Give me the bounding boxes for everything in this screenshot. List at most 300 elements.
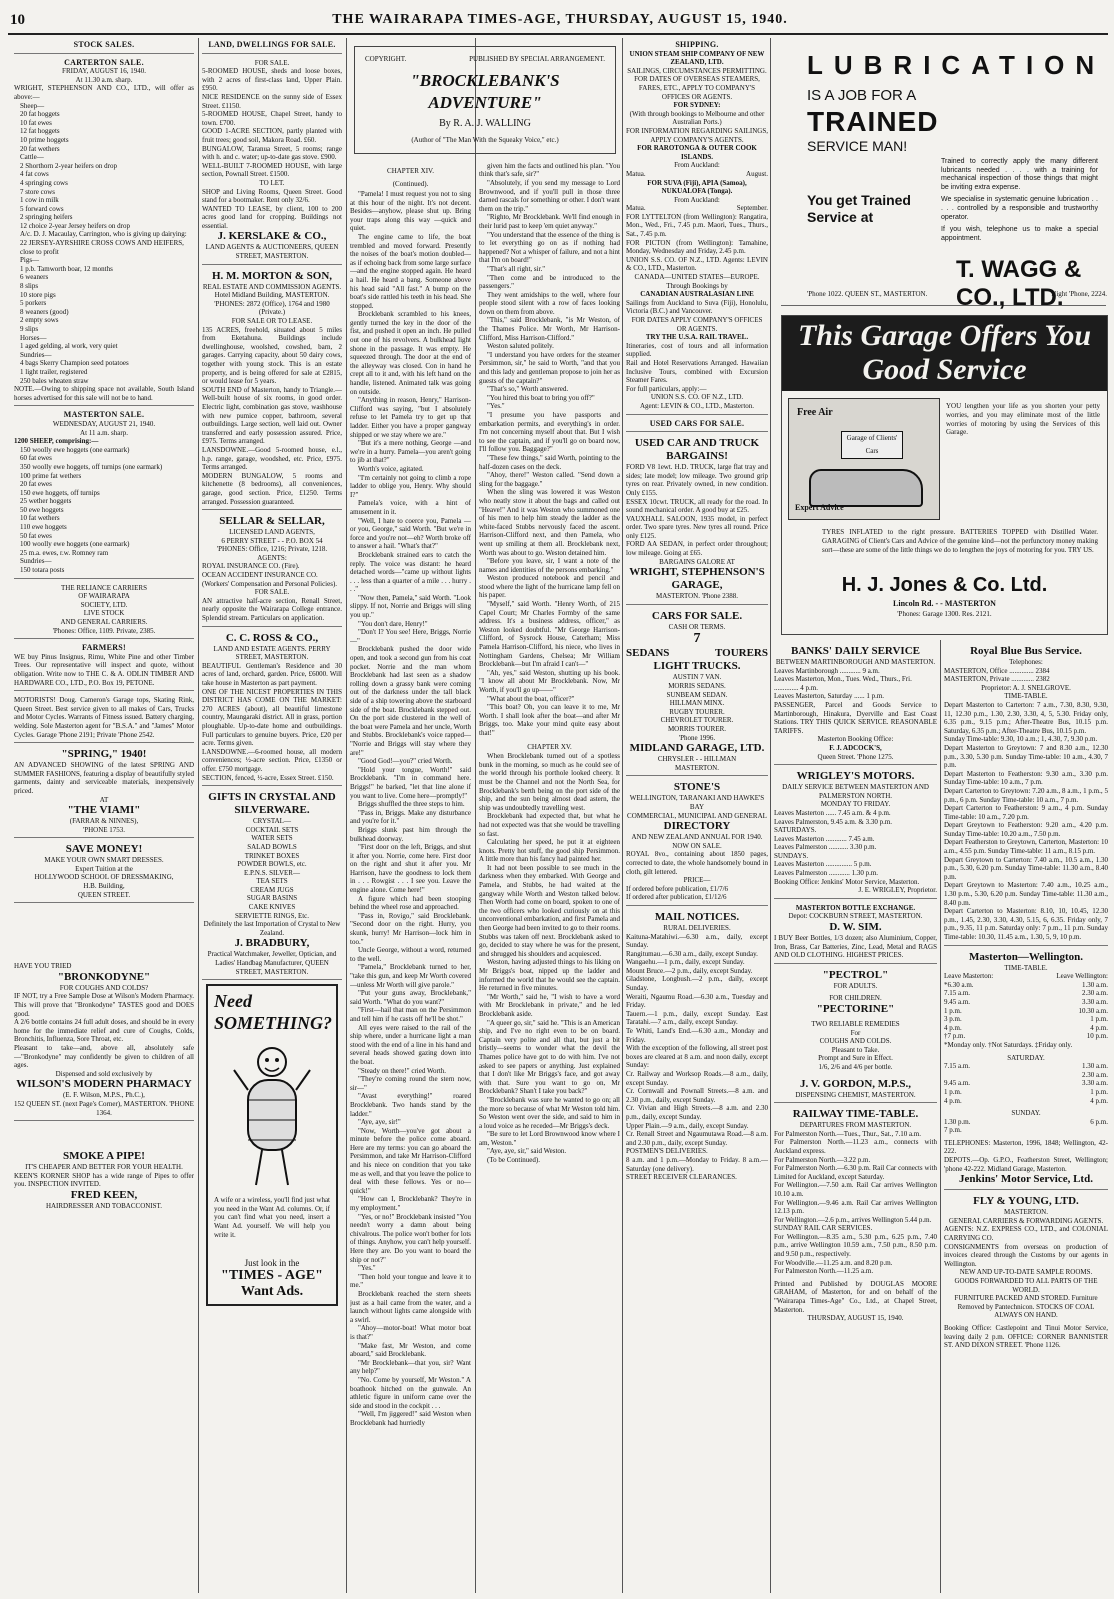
save-line: Expert Tuition at the [75, 864, 133, 873]
union-agent: Agent: LEVIN & CO., LTD., Masterton. [639, 401, 755, 410]
sim-name: D. W. SIM. [829, 921, 882, 934]
gift-item: CAKE KNIVES [248, 903, 296, 912]
story-paragraph: "You don't dare, Henry!" [358, 619, 428, 628]
timetable-cell: 3 p.m. [944, 1015, 962, 1024]
story-paragraph: "Well, I hate to coerce you, Pamela —or you, George," said Worth. "But we're in force and you're not—eh? Worth broke off to answer a hail. "What's that?" [350, 516, 471, 551]
from-auckland: From Auckland: [674, 161, 720, 170]
sale-item: 9 slips [20, 325, 39, 333]
union-agents: UNION S.S. CO. OF N.Z., LTD. Agents: LEVIN & CO., LTD., Masterton. [626, 255, 768, 273]
sale-item: 25 wether hoggets [20, 497, 72, 506]
expert-advice-label: Expert Advice [795, 503, 844, 512]
gift-item: SUGAR BASINS [246, 894, 298, 903]
price-before: If ordered before publication, £1/7/6 [626, 884, 729, 893]
matua: Matua. [626, 204, 646, 213]
rail-item: For Palmerston North.—3.22 p.m. [774, 1155, 871, 1164]
bus-item: Depart Masterton to Carterton: 7 a.m., 7.30, 8.30, 9.30, 11, 12.30 p.m., 1.30, 2.30, 3.30, 4, 5, 5.30. Friday only, 6.35 p.m., 9.15 p.m.; After-Theatre Bus, 10.15 p.m. Saturday, 6.35 p.m.; After-Theatre Bus, 10.15 p.m. [944, 700, 1108, 735]
story-paragraph: "Yes, or no!" Brocklebank insisted "You needn't worry a damn about being chivalrous. The police won't bother for lots of things. Anyhow, you can't help yourself. Here they are. Do you want to board the ship or not?" [350, 1212, 471, 1264]
story-paragraph: "Avast everything!" roared Brocklebank. Two hands stand by the ladder." [350, 1092, 471, 1118]
sale-item: Pigs— [20, 256, 40, 265]
timetable-cell: 1 p.m. [1090, 1087, 1108, 1096]
shipping-heading: SHIPPING. [675, 40, 719, 49]
masterton-intro: 1200 SHEEP, comprising:— [14, 437, 99, 446]
timetable-cell: 4 p.m. [944, 1096, 962, 1105]
used-car-item: FORD V8 1ewt. H.D. TRUCK, large flat tray and sides; late model; low mileage. Two ground grip tyres on rear. Privately owned, in new condition. Only £155. [626, 463, 768, 497]
mail-item: 8 a.m. and 1 p.m.—Monday to Friday. 8 a.m.—Saturday (one delivery). [626, 1155, 768, 1173]
continued-label: (Continued). [392, 180, 429, 189]
fly-goods: GOODS FORWARDED TO ALL PARTS OF THE WORLD. [954, 1277, 1098, 1294]
sedans: SEDANS [626, 647, 670, 660]
story-paragraph: A figure which had been stooping behind the wheel rose and approached. [350, 894, 471, 912]
sale-item: 150 totara posts [20, 566, 65, 575]
timetable-cell: 3.30 a.m. [1081, 1079, 1108, 1088]
adcock: F. J. ADCOCK'S, [829, 743, 882, 752]
fly-newgoods: NEW AND UP-TO-DATE SAMPLE ROOMS. [959, 1268, 1093, 1277]
sale-item: 60 fat ewes [20, 454, 52, 463]
sale-item: 100 prime fat wethers [20, 471, 82, 480]
column-rule [770, 38, 771, 1593]
story-paragraph: "Before you leave, sir, I want a note of the names and identities of the persons embarking." [479, 557, 620, 574]
sellar-insurance: ROYAL INSURANCE CO. (Fire). [202, 562, 300, 571]
timetable-cell: 10 p.m. [1086, 1032, 1108, 1041]
sale-item: 22 JERSEY-AYRSHIRE CROSS COWS AND HEIFERS, close to profit [20, 239, 184, 256]
timetable-row [944, 1118, 1108, 1127]
wrigley-item: Leaves Masterton ............ 7.45 a.m. [774, 834, 875, 843]
stones-heading: STONE'S [673, 781, 721, 794]
sale-item: 4 springing cows [20, 178, 68, 187]
car-model: RUGBY TOURER. [669, 707, 725, 716]
bronkodyne-text: A 2/6 bottle contains 24 full adult doses, and should be in every home for the immediate relief and cure of Coughs, Colds, Bronchitis, Influenza, Sore Throat, etc. [14, 1018, 194, 1044]
gift-item: SERVIETTE RINGS, Etc. [234, 911, 310, 920]
tourers: TOURERS [715, 647, 768, 660]
august: August. [746, 169, 768, 178]
property-item: 5-ROOMED HOUSE, sheds and loose boxes, with 2 acres of first-class land, Upper Plain. £950. [202, 67, 342, 93]
union-co: UNION S.S. CO. OF N.Z., LTD. [650, 393, 744, 402]
lub-line2: IS A JOB FOR A [807, 87, 917, 104]
story-paragraph: "Then come and be introduced to the passengers." [479, 273, 620, 291]
ross-sub: LAND AND ESTATE AGENTS. PERRY STREET, MASTERTON. [213, 644, 331, 662]
mw-rows [944, 981, 1108, 1041]
cash-or-terms: CASH OR TERMS. [668, 622, 726, 631]
sunday: SUNDAY. [1011, 1109, 1041, 1118]
timetable-cell: 1 p.m. [944, 1006, 962, 1015]
rail-item: For Palmerston North.—11.23 a.m., connects with Auckland express. [774, 1138, 937, 1155]
monday-friday: MONDAY TO FRIDAY. [820, 800, 891, 809]
wrigley-item: Leaves Masterton ............... 5 p.m. [774, 860, 872, 869]
story-paragraph: When the sling was lowered it was Weston who neatly stow it about the bags and called out "Heave!" And it was Weston who summoned one of his men to help him steady the ladder as the white-faced Stubbs nervously faced the ascent. Harrison-Clifford next, and then Pamela, who went up smiling at them all. Brocklebank next, Worth was about to go. Weston detained him. [479, 488, 620, 557]
mail-item: Te Whiti, Land's End.—6.30 a.m., Monday and Friday. [626, 1027, 768, 1044]
you-get-trained: You get Trained Service at [807, 192, 911, 225]
for-children: FOR CHILDREN. [829, 994, 882, 1003]
rural-deliveries: RURAL DELIVERIES. [663, 923, 731, 932]
story-paragraph: "First door on the left, Briggs, and shut it after you. Norrie, come here. First door on the right and shut it after you. Mr Harrison, have the goodness to lock them in . . . Rowgist . . . I see you. Leave the engine alone. Come here!" [350, 843, 471, 895]
mail-list [626, 933, 768, 1182]
wrigley-item: Leaves Palmerston, 9.45 a.m. & 3.30 p.m. [774, 817, 893, 826]
timetable-row [944, 1015, 1108, 1024]
story-paragraph: Brocklebank reached the stern sheets just as a hail came from the water, and a launch without lights came alongside with a swirl. [350, 1289, 471, 1324]
sale-item: 150 woolly ewe hoggets (one earmark) [20, 445, 130, 454]
need-text: A wife or a wireless, you'll find just what you need in the Want Ad. columns. Or, if you can't find what you need, insert a Want Ad. yourself. We will help you write it. [214, 1196, 330, 1239]
property-item: MODERN BUNGALOW, 5 rooms and kitchenette (8 bedrooms), all conveniences, garage, good section. Price, £1250. Terms arranged. Possession guaranteed. [202, 471, 342, 506]
sale-item: 150 ewe hoggets, off turnips [20, 488, 100, 497]
banks-list [774, 667, 937, 701]
sale-item: 1 p.b. Tamworth boar, 12 months [20, 264, 113, 273]
banks-item: Leaves Masterton, Mon., Tues. Wed., Thurs., Fri. .............. 4 p.m. [774, 675, 912, 692]
rail-text: Itineraries, cost of tours and all information supplied. [626, 341, 768, 359]
story-title-box [354, 46, 616, 154]
for-label: For [850, 1028, 861, 1037]
story-paragraph: "Be sure to let Lord Brownwood know where I am, Weston." [479, 1130, 620, 1147]
stones-sub2: COMMERCIAL, MUNICIPAL AND GENERAL [627, 811, 767, 820]
timetable-cell: †7 p.m. [944, 1032, 966, 1041]
sunday-rows [944, 1118, 1108, 1135]
morton-for-sale: FOR SALE OR TO LEASE. [231, 317, 313, 326]
fly-sub: MASTERTON. [1004, 1208, 1048, 1217]
sale-item: 110 ewe hoggets [20, 523, 67, 532]
timetable-row [944, 1071, 1108, 1080]
fly-sub2: GENERAL CARRIERS & FORWARDING AGENTS. [948, 1216, 1104, 1225]
gifts-list [202, 817, 342, 920]
mail-item: Upper Plain.—9 a.m., daily, except Sunday. [626, 1121, 749, 1130]
sale-item: A/c. D. J. Macaulay, Carrington, who is giving up dairying: [20, 230, 187, 239]
morton-sub: REAL ESTATE AND COMMISSION AGENTS. [202, 282, 342, 291]
departures-heading: DEPARTURES FROM MASTERTON. [799, 1121, 912, 1130]
sale-item: 12 fat hoggets [20, 127, 60, 136]
story-paragraph: given him the facts and outlined his plan. "You think that's safe, sir?" [479, 161, 620, 179]
property-item: SHOP and Living Rooms, Queen Street. Good stand for a bootmaker. Rent only 32/6. [202, 187, 342, 205]
viami-name: "THE VIAMI" [67, 804, 141, 817]
used-car-item: VAUXHALL SALOON, 1935 model, in perfect order. Two spare tyres. New tyres all round. Price only £125. [626, 514, 768, 540]
spring-text: AN ADVANCED SHOWING of the latest SPRING AND SUMMER FASHIONS, featuring a display of beautifully styled garments, dainty and serviceable materials, inexpensively priced. [14, 761, 194, 795]
story-paragraph: "This," said Brocklebank, "is Mr Weston, of the Thames Police. Mr Worth, Mr Harrison-Clifford, Miss Harrison-Clifford." [479, 316, 620, 342]
pectrol: "PECTROL" [822, 968, 889, 981]
morton-phone: 'PHONES: 2872 (Office), 1764 and 1980 (Private.) [214, 299, 330, 317]
story-paragraph: When Brocklebank turned out of a spotless bunk in the morning, so much as he could see of the world through his porthole looked cheery. It must be the Channel and not the North Sea, for Brocklebank's berth being on the port side of the ship, and the sun being almost dead astern, the ship was undoubtedly travelling west. [479, 752, 620, 812]
story-paragraph: "Brocklebank was sure he wanted to go on; all the more so because of what Mr Weston told him. So Weston went over the side, and said to him in a loud voice as he receded—Mr Briggs's deck. [479, 1095, 620, 1130]
sale-item: Sundries— [20, 350, 52, 359]
story-paragraph: "That's all right, sir." [487, 264, 546, 273]
bus-item: Depart Greytown to Featherston: 9.20 a.m., 4.20 p.m. Sunday Time-table: 10.20 a.m., 7.50 p.m. [944, 821, 1108, 838]
car-model: CHEVROLET TOURER. [660, 716, 734, 725]
sale-item: Sundries— [20, 557, 52, 566]
gift-item: TRINKET BOXES [244, 851, 300, 860]
sale-item: 20 fat hoggets [20, 110, 60, 119]
sellar-agents: AGENTS: [257, 553, 287, 562]
timetable-row [944, 1032, 1108, 1041]
story-paragraph: They went amidships to the well, where four people stood silent with a row of faces looking down on them from above. [479, 290, 620, 316]
mw-depots: DEPOTS.—Op. G.P.O., Featherston Street, Wellington; 'phone 42-222. Midland Garage, Masterton. [944, 1156, 1108, 1173]
gifts-heading: GIFTS IN CRYSTAL AND SILVERWARE. [208, 791, 336, 817]
printed-by: Printed and Published by DOUGLAS MOORE GRAHAM, of Masterton, for and on behalf of the "Wairarapa Times-Age" Co., Ltd., at Chapel Street, Masterton. [774, 1279, 937, 1314]
wright-garage: WRIGHT, STEPHENSON'S GARAGE, [629, 566, 765, 592]
banks-item: Leaves Martinborough ............ 9 a.m. [774, 666, 880, 675]
wrigley-item: Leaves Palmerston ............ 1.30 p.m. [774, 869, 879, 878]
story-paragraph: "Ahoy—motor-boat! What motor boat is that?" [350, 1324, 471, 1341]
lub-body [941, 158, 1098, 243]
column-rule [198, 38, 199, 1593]
something-word: SOMETHING? [214, 1013, 333, 1034]
saturday: SATURDAY. [1007, 1053, 1045, 1062]
sellar-address: 6 PERRY STREET - - P.O. BOX 54 [221, 536, 323, 545]
story-paragraph: "Anything in reason, Henry," Harrison-Clifford was saying, "but I absolutely refuse to let Pamela try to get up that ladder. Either you have a proper gangway shipped or we stay where we are." [350, 396, 471, 439]
wagg-address: 'Phone 1022. QUEEN ST., MASTERTON. [807, 290, 928, 298]
canada-heading: CANADA—UNITED STATES—EUROPE. [634, 273, 760, 282]
property-item: WANTED TO LEASE, by client, 100 to 200 acres good land for cropping. Buildings not essential. [202, 204, 342, 230]
september: September. [736, 204, 768, 213]
sale-item: 250 bales wheaten straw [20, 376, 89, 385]
story-paragraph: "Pass in, Briggs. Make any disturbance and you're for it." [350, 808, 471, 826]
published-label: PUBLISHED BY SPECIAL ARRANGEMENT. [469, 55, 605, 63]
story-paragraph: "That's so," Worth answered. [487, 385, 569, 394]
rail-item: For Wellington.—8.35 a.m., 5.30 p.m., 6.25 p.m., 7.40 p.m., arrive Wellington 10.59 a.m., 7.50 p.m., 8.50 p.m. and 9.50 p.m., respectively. [774, 1232, 937, 1259]
two-remedies: TWO RELIABLE REMEDIES [811, 1020, 900, 1028]
story-paragraph: "Pamela! I must request you not to sing at this hour of the night. It's not decent. Besides—anyhow, please shut up. Bring your traps along this way —quick and quiet. [350, 189, 471, 233]
story-paragraph: "Ah, yes," said Weston, shutting up his book. "I know all about Mr Brocklebank. Now, Mr Worth, if you'll go up——" [479, 668, 620, 694]
masterton-time: At 11 a.m. sharp. [80, 428, 128, 437]
timetable-cell: 9.45 a.m. [944, 997, 971, 1006]
bronkodyne-sub: FOR COUGHS AND COLDS? [59, 983, 149, 992]
just-look: Just look in the [244, 1258, 300, 1269]
story-paragraph: "First—hail that man on the Persimmon and tell him if he casts off he'll be shot." [350, 1006, 471, 1023]
garage-ad [781, 315, 1108, 635]
reliance-line: LIVE STOCK [83, 609, 125, 618]
page-number: 10 [10, 12, 25, 28]
sale-item: 2 Shorthorn 2-year heifers on drop [20, 161, 118, 170]
bargains-galore: BARGAINS GALORE AT [659, 557, 735, 566]
now-on-sale: NOW ON SALE. [672, 841, 722, 850]
timetable-row [944, 1024, 1108, 1033]
cars-for-sale: CARS FOR SALE. [651, 609, 743, 622]
annual-text: AND NEW ZEALAND ANNUAL FOR 1940. [631, 833, 763, 842]
jones-name: H. J. Jones & Co. Ltd. [841, 574, 1048, 596]
jenkins-name: Jenkins' Motor Service, Ltd. [959, 1173, 1093, 1186]
property-item: BUNGALOW, Taranua Street, 5 rooms; range with h. and c. water; up-to-date gas stove. £900. [202, 144, 342, 162]
column-services [774, 642, 937, 1592]
sale-item: 6 weaners [20, 273, 49, 282]
story-paragraph: Weston saluted politely. [487, 342, 554, 351]
sale-item: 5 porkers [20, 299, 47, 308]
story-paragraphs-c [479, 752, 620, 1165]
midland-sub: CHRYSLER - - HILLMAN [657, 755, 737, 764]
sellar-text: AN attractive half-acre section, Renall Street, nearly opposite the Wairarapa College entrance. Splendid stream. Particulars on application. [202, 596, 342, 623]
rail-item: For Wellington.—9.46 a.m. Rail Car arrives Wellington 12.13 p.m. [774, 1198, 937, 1216]
prompt: Prompt and Sure in Effect. [818, 1054, 893, 1063]
garage-illustration [788, 398, 940, 520]
story-paragraph: "Pamela," Brocklebank turned to her, "take this gun, and keep Mr Worth covered—unless Mr Worth will give parole." [350, 963, 471, 989]
passenger-text: PASSENGER, Parcel and Goods Service to Martinborough, Hinakura, Dyerville and East Coast Stations. TRY THIS QUICK SERVICE. REASONABLE TARIFFS. [774, 700, 937, 735]
sale-item: 100 woolly ewe hoggets (one earmark) [20, 540, 130, 549]
need-word: Need [214, 991, 252, 1012]
uss-company: UNION STEAM SHIP COMPANY OF NEW ZEALAND, LTD. [629, 49, 765, 67]
timetable-cell: *6.30 a.m. [944, 980, 974, 989]
property-item: 135 ACRES, freehold, situated about 5 miles from Eketahuna. Buildings include dwellinghouse, woolshed, cowshed, barn, 2 garages. Carrying capacity, about 50 dairy cows, together with young stock. This is an estate property, and is being offered for sale at £2815, or would lease for 5 years. [202, 325, 342, 386]
bradbury-name: J. BRADBURY, [234, 937, 310, 950]
timetable-cell: 7.15 a.m. [944, 989, 971, 998]
top-rule [8, 33, 1108, 35]
sale-item: 20 fat wethers [20, 144, 60, 153]
gift-item: SALAD BOWLS [247, 842, 297, 851]
gift-item: CREAM JUGS [250, 885, 294, 894]
timetable-label: TIME-TABLE. [1004, 692, 1048, 701]
tel-office: MASTERTON, Office .............. 2384 [944, 666, 1050, 675]
viami-sub: (FARRAR & NINNES), [69, 817, 139, 826]
timetable-row [944, 1007, 1108, 1016]
free-air-label: Free Air [797, 407, 833, 418]
timetable-row [944, 998, 1108, 1007]
save-line: H.B. Building, [83, 882, 125, 891]
canadian-line: CANADIAN AUSTRALASIAN LINE [640, 290, 754, 299]
masterton-sale-heading: MASTERTON SALE. [63, 410, 145, 420]
story-paragraphs-b [479, 162, 620, 738]
sale-item: 4 bags Skerry Champion seed potatoes [20, 359, 129, 368]
lub-body1: Trained to correctly apply the many different lubricants needed . . . . with a training for mechanical inspection of those things that might be inviting extra expense. [941, 158, 1098, 191]
property-item: SECTION, fenced, ½-acre, Essex Street. £150. [202, 773, 334, 782]
reliance-phone: 'Phones: Office, 1109. Private, 2385. [52, 626, 156, 635]
property-item: LANSDOWNE.—Good 5-roomed house, e.l., h.p. range, garage, woodshed, etc. Price, £975. Terms arranged. [202, 445, 342, 472]
sydney-text: (With through bookings to Melbourne and other Australian Ports.) [629, 109, 765, 127]
bus-item: Depart Carterton to Masterton: 8.10, 10, 10.45, 12.30 p.m., 1.45, 2.30, 3.30, 4.30, 5.15, 6, 6.35. Friday only, 7 p.m., 9.35, 11 p.m. Saturday only: 7 p.m., 11 p.m. Sunday Time-table: 10.30, 11.45 a.m., 1.30, 5, 9, 10 p.m. [944, 907, 1108, 941]
mail-item: Kaituna-Matahiwi.—6.30 a.m., daily, except Sunday. [626, 932, 768, 950]
wilson-address: 152 QUEEN ST. (next Page's Corner), MASTERTON. 'PHONE 1364. [14, 1099, 194, 1117]
story-paragraph: "Mr Brocklebank—that you, sir? Want any help?" [350, 1358, 471, 1376]
telephones-label: Telephones: [1009, 658, 1043, 666]
story-paragraph: "You understand that the essence of the thing is to let everything go on as if nothing had happened? Not a whisper of failure, and not a hint that I'm on board!" [479, 230, 620, 265]
trained-word: TRAINED [807, 106, 939, 137]
column-shipping [626, 38, 768, 1593]
kerslake-sub: LAND AGENTS & AUCTIONEERS, QUEEN STREET, MASTERTON. [205, 243, 339, 261]
mail-item: Gladstone, Longbush.—2 p.m., daily, except Sunday. [626, 975, 768, 993]
service-man: SERVICE MAN! [807, 138, 908, 154]
chapter-xv: CHAPTER XV. [527, 742, 572, 751]
column-land [202, 38, 342, 1593]
story-paragraph: "Yes." [487, 402, 505, 411]
land-heading: LAND, DWELLINGS FOR SALE. [208, 40, 336, 49]
masterton-list [14, 446, 194, 575]
sale-item: 4 fat cows [20, 170, 49, 179]
sale-item: 2 empty sows [20, 316, 59, 325]
spring-at: AT [99, 795, 109, 804]
sale-item: 8 slips [20, 282, 39, 291]
bus-item: Depart Greytown to Carterton: 7.40 a.m., 10.5 a.m., 1.30 p.m., 5.30, 6.20 p.m. Sunday Time-table: 11.30 a.m., 8.40 p.m. [944, 855, 1108, 881]
mail-item: Weraiti, Ngaumu Road.—6.30 a.m., Tuesday and Friday. [626, 992, 768, 1010]
mail-item: Wangaehu.—1 p.m., daily, except Sunday. [626, 958, 745, 967]
fred-keen: FRED KEEN, [70, 1188, 138, 1201]
timetable-row [944, 1079, 1108, 1088]
mw-telephones: TELEPHONES: Masterton, 1996, 1848; Wellington, 42-222. [944, 1138, 1108, 1156]
mail-item: Cr. Railway and Worksop Roads.—8 a.m., daily, except Sunday. [626, 1070, 768, 1087]
wrigley-item: SATURDAYS. [774, 826, 817, 835]
sale-item: 1 light trailer, registered [20, 367, 88, 376]
bronkodyne-text: IF NOT, try a Free Sample Dose at Wilson's Modern Pharmacy. This will prove that "Bronkodyne" TASTES good and DOES good. [14, 992, 194, 1018]
story-paragraph: "Aye, aye, sir," said Weston. [487, 1147, 567, 1156]
save-money-heading: SAVE MONEY! [65, 843, 143, 856]
from-auckland: From Auckland: [674, 195, 720, 204]
ross-list [202, 662, 342, 782]
wagg-name: T. WAGG & CO., LTD. [956, 256, 1082, 311]
sale-item: 5 forward cows [20, 204, 64, 213]
wrigley-item: Leaves Masterton ...... 7.45 a.m. & 4 p.m. [774, 808, 891, 817]
sim-text: I BUY Beer Bottles, 1/3 dozen; also Aluminium, Copper, Iron, Brass, Car Batteries, Zinc, Lead, Metal and RAGS AND OLD CLOTHING. HIGHEST PRICES. [774, 934, 937, 960]
column-rule [940, 640, 941, 1593]
man-illustration-icon [232, 1040, 312, 1190]
rail-item: For Palmerston North.—11.25 a.m. [774, 1267, 874, 1276]
story-paragraph: "Yes." [358, 1264, 376, 1273]
sale-item: 350 woolly ewe hoggets, off turnips (one earmark) [20, 462, 163, 471]
sale-item: 12 choice 2-year Jersey heifers on drop [20, 221, 131, 230]
reliance-line: THE RELIANCE CARRIERS [61, 583, 147, 592]
property-item: LANSDOWNE.—6-roomed house, all modern conveniences; ½-acre section. Price, £1350 or offer. £750 mortgage. [202, 747, 342, 773]
garage-text2: TYRES INFLATED to the right pressure. BATTERIES TOPPED with Distilled Water. GARAGING of Client's Cars and Advice of the genuine kind—not the perfunctory money making sort—these are some of the little things we do to lengthen the joys of motoring for you. TRY US. [822, 528, 1098, 554]
story-title: "BROCKLEBANK'S ADVENTURE" [410, 70, 560, 112]
story-paragraph: "Hold your tongue, Worth!" said Brocklebank. "I'm in command here. Briggs!" he barked, "let that line alone if you want to live. Come here—promptly!" [350, 765, 471, 800]
carterton-date: FRIDAY, AUGUST 16, 1940. [62, 67, 146, 76]
mail-item: Cr. Renall Street and Ngaumutawa Road.—8 a.m. and 2.30 p.m., daily, except Sunday. [626, 1130, 768, 1147]
story-byline: By R. A. J. WALLING [439, 117, 531, 129]
mail-item: Rangitumau.—6.30 a.m., daily, except Sunday. [626, 949, 758, 958]
sale-item: 8 weaners (good) [20, 307, 69, 316]
story-paragraph: Brocklebank had expected that, but what he had not expected was that she would be travelling so fast. [479, 812, 620, 838]
column-buses [944, 642, 1108, 1592]
carterton-list [14, 102, 194, 386]
wright-sub: MASTERTON. 'Phone 2388. [656, 592, 738, 601]
used-car-item: FORD AA SEDAN, in perfect order throughout; low mileage. Going at £65. [626, 540, 768, 558]
garage-sign: Garage of Clients' Cars [841, 431, 903, 459]
story-paragraph: Brocklebank pushed the door wide open, and took a second gun from his coat pocket. Norrie and the man whom Brocklebank had last seen as a shadow rolling down a grassy bank were coming out of the darkness under the tall black side of a ship towering above the starboard side of the boat. Brocklebank stepped out. On the port side clustered in the well of the boat were Pamela and her uncle, Worth and Stubbs. Brocklebank's voice rapped— "Norrie and Briggs will stay where they are!" [350, 645, 471, 757]
story-paragraph: Briggs slunk past him through the bulkhead doorway. [350, 825, 471, 843]
timetable-cell: 4 p.m. [1090, 1023, 1108, 1032]
bronkodyne-dispensed: Dispensed and sold exclusively by [55, 1069, 153, 1078]
car-icon [809, 469, 923, 507]
jones-phones: 'Phones: Garage 1300. Res. 2121. [897, 610, 992, 618]
leave-masterton: Leave Masterton: [944, 972, 994, 981]
bus-item: Sunday Time-table: 9.30, 10 a.m.; 1, 4.30, 7, 9.30 p.m. [944, 735, 1098, 744]
sydney-heading: FOR SYDNEY: [673, 101, 721, 110]
saturday-rows [944, 1062, 1108, 1105]
fly-consign: CONSIGNMENTS from overseas on production of invoices cleared through the Customs by our agents in Wellington. [944, 1242, 1108, 1268]
timetable-cell: 4 p.m. [1090, 1096, 1108, 1105]
price-label: PRICE— [683, 876, 711, 885]
morton-name: H. M. MORTON & SON, [211, 269, 333, 282]
masterton-wellington: Masterton—Wellington. [969, 950, 1083, 963]
save-line: HOLLYWOOD SCHOOL OF DRESSMAKING, [34, 873, 174, 882]
reliance-line: OF WAIRARAPA [78, 592, 130, 601]
story-paragraph: "This boat? Oh, you can leave it to me, Mr Worth. I shall look after the boat—and after Mr Briggs, too. Make your mind quite easy about that!" [479, 703, 620, 737]
sale-item: Horses— [20, 333, 47, 342]
timetable-cell: 2.30 a.m. [1081, 989, 1108, 998]
prices: 1/6, 2/6 and 4/6 per bottle. [818, 1062, 893, 1071]
car-model: MORRIS SEDANS. [668, 682, 726, 691]
mw-note: *Monday only. †Not Saturdays. ‡Friday only. [944, 1040, 1073, 1049]
timetable-cell: 1.30 a.m. [1081, 980, 1108, 989]
carterton-time: At 11.30 a.m. sharp. [75, 75, 133, 84]
want-ads: Want Ads. [240, 1283, 304, 1299]
property-item: SOUTH END of Masterton, handy to Triangle.—Well-built house of six rooms, in good order. Electric light, combination gas stove, washhouse with new pumice copper, bathroom, several outbuildings. Large section, well laid out. Owner transferred and early possession assured. Price, £975. Terms arranged. [202, 385, 342, 446]
car-model: AUSTIN 7 VAN. [672, 673, 722, 682]
column-rule [622, 38, 623, 1593]
wilson-sub: (E. F. Wilson, M.P.S., Ph.C.), [63, 1091, 145, 1100]
ross-name: C. C. ROSS & CO., [225, 631, 319, 644]
sale-item: 25 m.a. ewes, r.w. Romney ram [20, 548, 109, 557]
story-paragraph: "I'm certainly not going to climb a rope ladder to oblige you, Henry. Why should I?" [350, 473, 471, 499]
sale-item: Cattle— [20, 153, 44, 162]
sale-item: 10 store pigs [20, 290, 56, 299]
morton-address: Hotel Midland Building, MASTERTON. [214, 291, 330, 300]
timetable-cell: 1 p.m. [1090, 1015, 1108, 1024]
story-paragraph: (To be Continued). [487, 1156, 540, 1165]
info-text: FOR INFORMATION REGARDING SAILINGS, APPLY COMPANY'S AGENTS. [626, 126, 768, 144]
railway-heading: RAILWAY TIME-TABLE. [792, 1108, 919, 1121]
gift-item: TEA SETS [256, 877, 288, 886]
need-something-ad [206, 984, 338, 1306]
